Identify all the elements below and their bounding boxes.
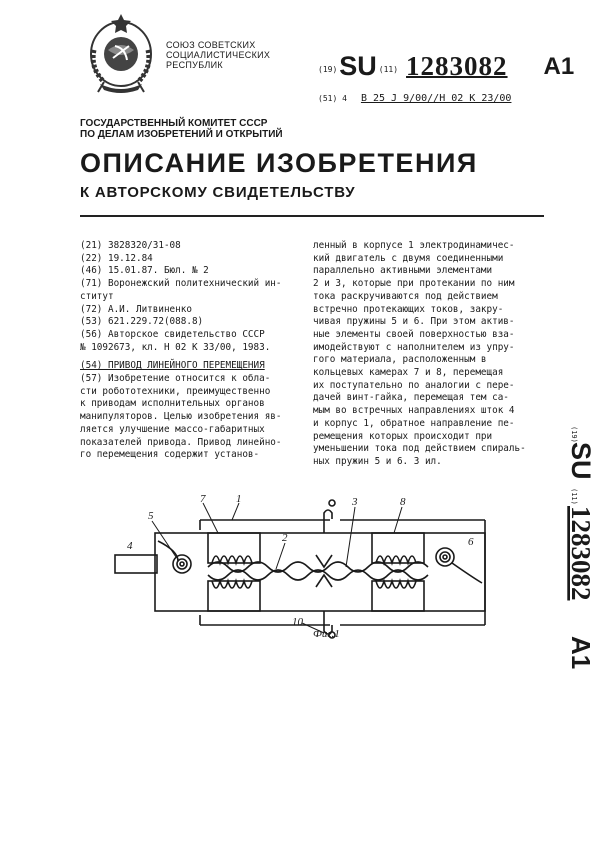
abstract-line: к приводам исполнительных органов <box>80 398 265 410</box>
inid-tag-19: (19) <box>318 65 338 74</box>
abstract-line: показателей привода. Привод линейно- <box>80 436 282 448</box>
biblio-line: (71) Воронежский политехнический ин- <box>80 278 282 290</box>
abstract-line: кий двигатель с двумя соединенными <box>313 252 504 264</box>
abstract-line: го перемещения содержит установ- <box>80 449 260 461</box>
side-stamp <box>530 420 600 680</box>
abstract-line: ремещения которых происходит при <box>313 430 493 442</box>
divider <box>80 215 544 217</box>
biblio-line: (21) 3828320/31-08 <box>80 240 181 251</box>
figure-label: 6 <box>468 536 474 548</box>
side-kind-code: A1 <box>566 636 596 670</box>
abstract-line: ленный в корпусе 1 электродинамичес- <box>313 240 515 251</box>
figure-drawing <box>100 475 520 640</box>
right-column <box>313 240 553 469</box>
abstract-line: параллельно активными элементами <box>313 265 493 277</box>
figure-label: 2 <box>282 532 288 544</box>
inid-tag-51: (51) 4 <box>318 94 347 103</box>
abstract-line: встречно протекающих токов, закру- <box>313 303 504 315</box>
ussr-emblem-icon <box>82 10 160 96</box>
abstract-line: их поступательно по аналогии с пере- <box>313 379 515 391</box>
document-subtitle: К АВТОРСКОМУ СВИДЕТЕЛЬСТВУ <box>80 184 356 201</box>
side-patent-number: 1283082 <box>566 506 596 601</box>
committee-line: ГОСУДАРСТВЕННЫЙ КОМИТЕТ СССР <box>80 118 268 129</box>
biblio-line: № 1092673, кл. H 02 K 33/00, 1983. <box>80 341 271 353</box>
country-code: SU <box>339 51 377 81</box>
abstract-line: манипуляторов. Целью изобретения яв- <box>80 411 282 423</box>
figure-label: 8 <box>400 496 406 508</box>
biblio-line: (22) 19.12.84 <box>80 252 153 264</box>
biblio-line: ститут <box>80 290 114 302</box>
patent-code <box>318 50 574 80</box>
biblio-line: (46) 15.01.87. Бюл. № 2 <box>80 265 209 277</box>
abstract-line: уменьшении тока под действием спираль- <box>313 443 526 455</box>
abstract-line: гого материала, расположенным в <box>313 354 487 366</box>
abstract-line: ных пружин 5 и 6. 3 ил. <box>313 455 442 467</box>
abstract-line: чивая пружины 5 и 6. При этом актив- <box>313 316 515 328</box>
abstract-line: 2 и 3, которые при протекании по ним <box>313 278 515 290</box>
figure-label: 4 <box>127 540 133 552</box>
ipc-classes: B 25 J 9/00//H 02 K 23/00 <box>360 93 512 104</box>
invention-title: (54) ПРИВОД ЛИНЕЙНОГО ПЕРЕМЕЩЕНИЯ <box>80 360 265 372</box>
abstract-line: и корпус 1, обратное направление пе- <box>313 417 515 429</box>
abstract-line: сти робототехники, преимущественно <box>80 385 271 397</box>
rod <box>115 555 157 573</box>
figure-label: 3 <box>352 496 358 508</box>
kind-code: A1 <box>543 53 575 80</box>
union-line: РЕСПУБЛИК <box>166 60 223 70</box>
spring-5 <box>158 541 191 573</box>
side-tag-19: (19) <box>570 426 578 443</box>
figure-label: 10 <box>292 616 303 628</box>
biblio-line: (72) А.И. Литвиненко <box>80 303 192 315</box>
active-elements <box>208 562 428 580</box>
figure-label: 7 <box>200 493 206 505</box>
side-country-code: SU <box>566 442 596 480</box>
biblio-line: (53) 621.229.72(088.8) <box>80 316 204 328</box>
figure-label: 1 <box>236 493 242 505</box>
committee <box>80 118 283 140</box>
abstract-line: ляется улучшение массо-габаритных <box>80 423 265 435</box>
ipc-classification <box>318 93 511 104</box>
union-name <box>166 40 270 70</box>
abstract-line: (57) Изобретение относится к обла- <box>80 373 271 385</box>
abstract-line: имодействуют с наполнителем из упру- <box>313 341 515 353</box>
abstract-line: ные элементы своей поверхностью вза- <box>313 328 515 340</box>
figure-caption: Фиг.1 <box>313 628 340 640</box>
spring-6 <box>436 548 482 583</box>
committee-line: ПО ДЕЛАМ ИЗОБРЕТЕНИЙ И ОТКРЫТИЙ <box>80 129 283 140</box>
figure-label: 5 <box>148 510 154 522</box>
abstract-line: дачей винт-гайка, перемещая тем са- <box>313 392 509 404</box>
document-title: ОПИСАНИЕ ИЗОБРЕТЕНИЯ <box>80 148 478 178</box>
union-line: СОЮЗ СОВЕТСКИХ <box>166 40 256 50</box>
union-line: СОЦИАЛИСТИЧЕСКИХ <box>166 50 271 60</box>
patent-number: 1283082 <box>406 51 508 81</box>
abstract-line: кольцевых камерах 7 и 8, перемещая <box>313 367 504 379</box>
abstract-line: тока раскручиваются под действием <box>313 290 498 302</box>
inid-tag-11: (11) <box>378 65 399 74</box>
abstract-line: мым во встречных направлениях шток 4 <box>313 405 515 417</box>
side-tag-11: (11) <box>570 488 578 505</box>
left-column <box>80 240 295 462</box>
biblio-line: (56) Авторское свидетельство СССР <box>80 328 265 340</box>
